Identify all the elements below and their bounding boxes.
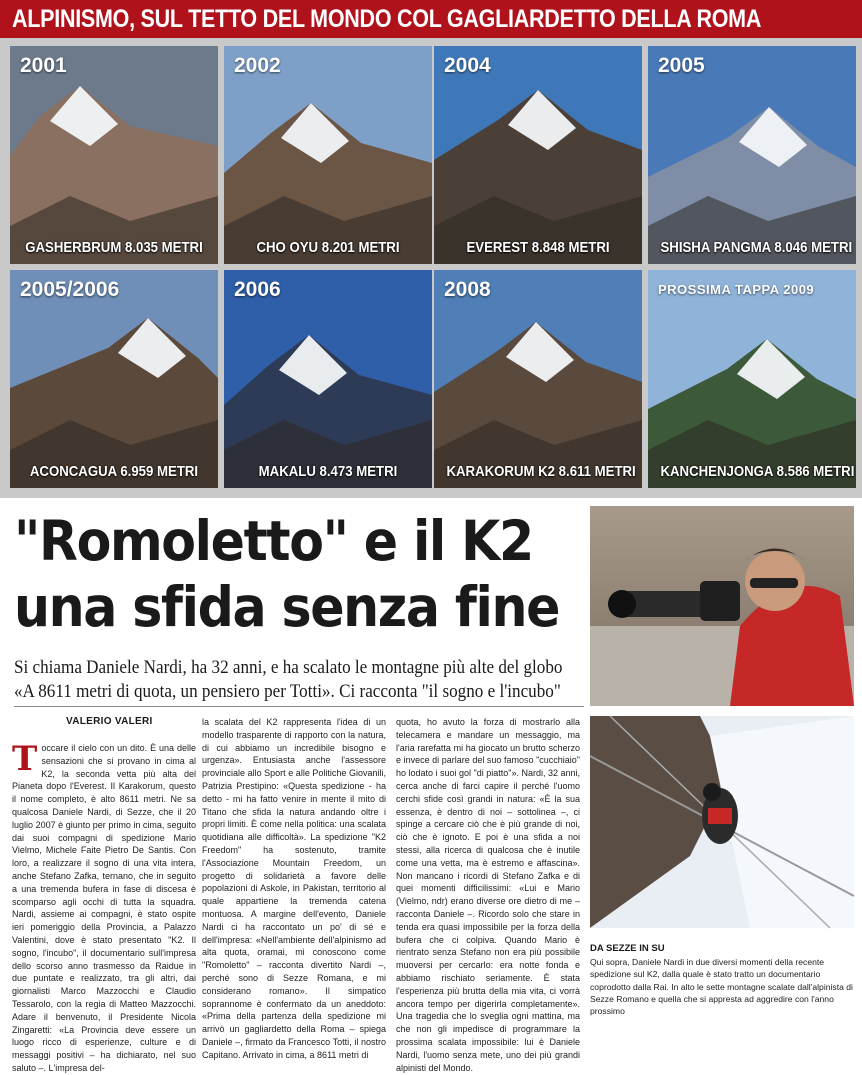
article-text-1: occare il cielo con un dito. È una delle sensazioni che si provano in cima al K2, la seconda vetta più alta del Pianeta dopo l'Everest. Il Karakorum, questo il nome completo, è alto 8611 metri. Ne sa qualcosa Daniele Nardi, di Sezze, che il 20 luglio 2007 è giunto per primo in cima, seguito dai suoi compagni di spedizione Mario Vielmo, Michele Faite Pietro De Santis. Con loro, a realizzare il sogno di una vita intera, anche Stefano Zafka, ternano, che in seguito a una tremenda bufera in fase di discesa è scomparso agli occhi di tutta la squadra. Nardi, assieme ai compagni, è stato ospite ieri pomeriggio della Provincia, a Palazzo Valentini, dove è stato presentato "K2. Il sogno, l'incubo", il documentario sull'impresa dello scorso anno trasmesso da Raidue in due puntate e realizzato, tra gli altri, dai giornalisti Marco Mazzocchi e Claudio Tessarolo, con la regia di Matteo Mazzocchi. Adare il benvenuto, il Presidente Nicola Zingaretti: «La Provincia deve essere un luogo ricco di esperienze, culture e di messaggi positivi – ha dichiarato, nel suo saluto –. L'impresa del- xyxy=(12,743,196,1073)
page-banner xyxy=(0,0,862,38)
peak-label: CHO OYU 8.201 METRI xyxy=(256,239,400,256)
peak-year: 2004 xyxy=(444,54,491,77)
peak-year: 2005/2006 xyxy=(20,278,120,301)
photo-photographer xyxy=(590,506,854,706)
mountain-photo xyxy=(434,270,642,488)
headline-line-2: una sfida senza fine xyxy=(14,575,560,639)
peaks-grid xyxy=(0,38,862,498)
article-column-2: la scalata del K2 rappresenta l'idea di un modello trasparente di rapporto con la natura, di cui abbiamo un incredibile bisogno e urgenza». Entusiasta anche l'assessore provinciale allo Sport e alle Politiche Giovanili, Patrizia Prestipino: «Questa spedizione - ha detto - mi ha fatto venire in mente il mito di Titano che sfida la natura andando oltre i propri limiti. È come nella politica: una scalata quotidiana alle difficoltà». La spedizione "K2 Freedom" ha sostenuto, tramite l'Associazione Mountain Freedom, un progetto di solidarietà a favore delle popolazioni di Askole, in Pakistan, territorio al quale appartiene la tremenda catena montuosa. A margine dell'evento, Daniele Nardi ci ha raccontato un po' di sé e dell'impresa: «Nell'ambiente dell'alpinismo ad alta quota, oramai, mi conoscono come "Romoletto" – racconta divertito Nardi –, perché sono di Sezze Romana, e mi considerano romano». Il simpatico soprannome è confermato da un aneddoto: «Prima della partenza della spedizione mi arrivò un gagliardetto della Roma – spiega Daniele –, firmato da Francesco Totti, il nostro Capitano. Arrivato in cima, a 8611 metri di xyxy=(202,717,386,1060)
headline-line-1: "Romoletto" e il K2 xyxy=(14,509,533,573)
byline: VALERIO VALERI xyxy=(66,716,153,727)
peak-year: 2008 xyxy=(444,278,491,301)
photo-climber xyxy=(590,716,854,928)
dropcap: T xyxy=(12,739,38,779)
peak-label: ACONCAGUA 6.959 METRI xyxy=(29,463,199,480)
mountain-photo xyxy=(224,270,432,488)
peak-label: GASHERBRUM 8.035 METRI xyxy=(25,239,203,256)
article-column-3: quota, ho avuto la forza di mostrarlo alla telecamera e mandare un messaggio, ma l'aria rarefatta mi ha giocato un brutto scherzo e invece di parlare del suo famoso "cucchiaio" ho lodato i suoi gol "di piatto"». Nardi, 32 anni, cerca anche di farci capire il perché l'uomo cerchi sfide così grandi in natura: «È la sua essenza, è dentro di noi – sottolinea –, ci spinge a cercare ciò che è più grande di noi, ciò che è ignoto. E poi è una sfida a noi stessi, alla ricerca di qualcosa che è inutile come una vetta, ma è estremo e affascina». Non mancano i ricordi di Stefano Zafka e di quei momenti difficilissimi: «Lui e Mario (Vielmo, ndr) erano diverse ore dietro di me – racconta Daniele –. Ricordo solo che stare in tenda era quasi impossibile per la forza della bufera che ci colpiva. Quando Mario è rientrato senza Stefano non era più possibile muoversi per cercarlo: era notte fonda e abbiamo rischiato seriamente. È stata l'esperienza più brutta della mia vita, ci vorrà ancora tempo per digerirla completamente». Una tragedia che lo sveglia ogni mattina, ma che non gli impedisce di programmare la prossima scalata impossibile: lui è Daniele Nardi, l'uomo senza mete, uno dei più grandi alpinisti del Mondo. xyxy=(396,717,581,1073)
standfirst-line-1: Si chiama Daniele Nardi, ha 32 anni, e ha scalato le montagne più alte del globo xyxy=(14,657,563,678)
peak-tile xyxy=(224,46,432,264)
divider xyxy=(14,706,584,707)
article-column-1 xyxy=(12,739,196,1075)
mountain-photo xyxy=(648,270,856,488)
mountain-photo xyxy=(10,46,218,264)
peak-tile xyxy=(648,46,856,264)
peak-tile xyxy=(434,270,642,488)
peak-tile xyxy=(10,270,218,488)
peak-year: 2006 xyxy=(234,278,281,301)
mountain-photo xyxy=(224,46,432,264)
caption-text: Qui sopra, Daniele Nardi in due diversi momenti della recente spedizione sul K2, dalla quale è stato tratto un documentario coprodotto dalla Rai. In alto le sette montagne scalate dall'alpinista di Sezze Romano e quella che si appresta ad aggredire con l'anno prossimo xyxy=(590,957,853,1017)
peak-tile xyxy=(224,270,432,488)
mountain-photo xyxy=(434,46,642,264)
standfirst xyxy=(14,656,584,704)
peak-year: 2005 xyxy=(658,54,705,77)
peak-label: MAKALU 8.473 METRI xyxy=(258,463,398,480)
mountain-photo xyxy=(10,270,218,488)
peak-year: 2001 xyxy=(20,54,67,77)
peak-tile xyxy=(434,46,642,264)
caption-title: DA SEZZE IN SU xyxy=(590,943,665,954)
peak-label: KANCHENJONGA 8.586 METRI xyxy=(660,463,855,480)
peak-label: EVEREST 8.848 METRI xyxy=(466,239,610,256)
peak-year: PROSSIMA TAPPA 2009 xyxy=(658,282,815,297)
peak-year: 2002 xyxy=(234,54,281,77)
peak-tile xyxy=(10,46,218,264)
peak-label: SHISHA PANGMA 8.046 METRI xyxy=(660,239,853,256)
standfirst-line-2: «A 8611 metri di quota, un pensiero per Totti». Ci racconta "il sogno e l'incubo" xyxy=(14,681,561,702)
mountain-photo xyxy=(648,46,856,264)
headline xyxy=(14,508,584,640)
peak-tile xyxy=(648,270,856,488)
peak-label: KARAKORUM K2 8.611 METRI xyxy=(446,463,636,480)
banner-title: ALPINISMO, SUL TETTO DEL MONDO COL GAGLIARDETTO DELLA ROMA xyxy=(12,4,762,33)
